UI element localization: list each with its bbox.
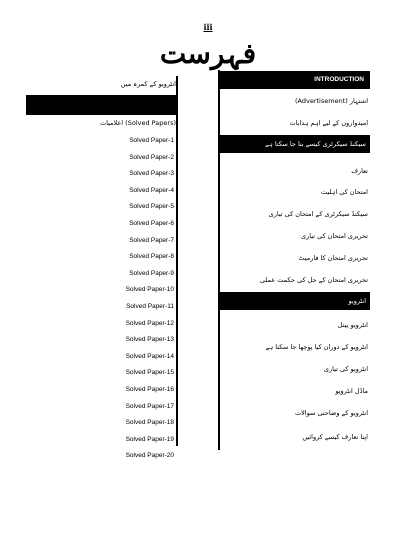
list-item[interactable]: سیکنڈ سیکرٹری کے امتحان کی تیاری [268,210,368,218]
list-item[interactable]: Solved Paper-6 [129,219,174,227]
list-item[interactable]: Solved Paper-1 [129,137,174,144]
list-item[interactable]: تحریری امتحان کا فارمیٹ [298,254,368,262]
list-item[interactable]: انٹرویو کے وضاحتی سوالات [294,409,368,417]
list-item[interactable]: انٹرویو پینل [337,321,368,329]
section-bar [26,95,178,115]
list-item[interactable]: Solved Paper-15 [125,369,174,377]
page-number: iii [203,22,213,32]
list-item[interactable]: تعارف [351,167,368,175]
list-item[interactable]: Solved Paper-4 [129,186,174,194]
list-item[interactable]: انٹرویو کی تیاری [323,365,368,373]
list-item[interactable]: Solved Paper-14 [125,352,174,360]
list-item[interactable]: Solved Paper-17 [125,402,174,410]
list-item[interactable]: تحریری امتحان کے حل کی حکمت عملی [260,276,368,284]
list-item[interactable]: Solved Paper-10 [125,286,174,294]
left-header: انٹرویو کے کمرہ میں [120,80,176,88]
list-item[interactable]: Solved Paper-7 [129,236,174,244]
list-item[interactable]: اشتہار (Advertisement) [294,97,368,105]
list-item[interactable]: Solved Paper-8 [129,253,174,261]
list-item[interactable]: Solved Paper-13 [125,336,174,344]
column-divider [176,76,178,446]
list-item[interactable]: Solved Paper-5 [129,203,174,211]
section-second-secretary[interactable]: سیکنڈ سیکرٹری کیسے بنا جا سکتا ہے [218,135,370,153]
list-item[interactable]: Solved Paper-16 [125,385,174,393]
list-item[interactable]: Solved Paper-9 [129,269,174,277]
section-interview[interactable]: انٹرویو [218,292,370,310]
list-item[interactable]: Solved Paper-12 [125,319,174,327]
list-item[interactable]: امیدواروں کے لیے اہم ہدایات [289,119,368,127]
page-title: فہرست [159,37,257,70]
section-introduction[interactable]: INTRODUCTION [218,71,370,89]
list-item[interactable]: انٹرویو کے دوران کیا پوچھا جا سکتا ہے [265,343,368,351]
list-item[interactable]: Solved Paper-3 [129,170,174,178]
right-column [218,70,370,450]
left-column [26,76,178,460]
list-item[interactable]: ماڈل انٹرویو [335,387,368,395]
list-item[interactable]: Solved Paper-2 [129,153,174,161]
list-item[interactable]: Solved Paper-19 [125,435,174,443]
solved-papers-heading: اعلامیات (Solved Papers) [100,119,176,127]
paper-list [26,133,176,465]
list-item[interactable]: تحریری امتحان کی تیاری [301,232,368,240]
list-item[interactable]: Solved Paper-18 [125,419,174,427]
list-item[interactable]: Solved Paper-20 [125,452,174,460]
list-item[interactable]: امتحان کی اہلیت [321,188,368,196]
list-item[interactable]: اپنا تعارف کیسے کروائیں [302,433,368,441]
list-item[interactable]: Solved Paper-11 [126,302,174,310]
